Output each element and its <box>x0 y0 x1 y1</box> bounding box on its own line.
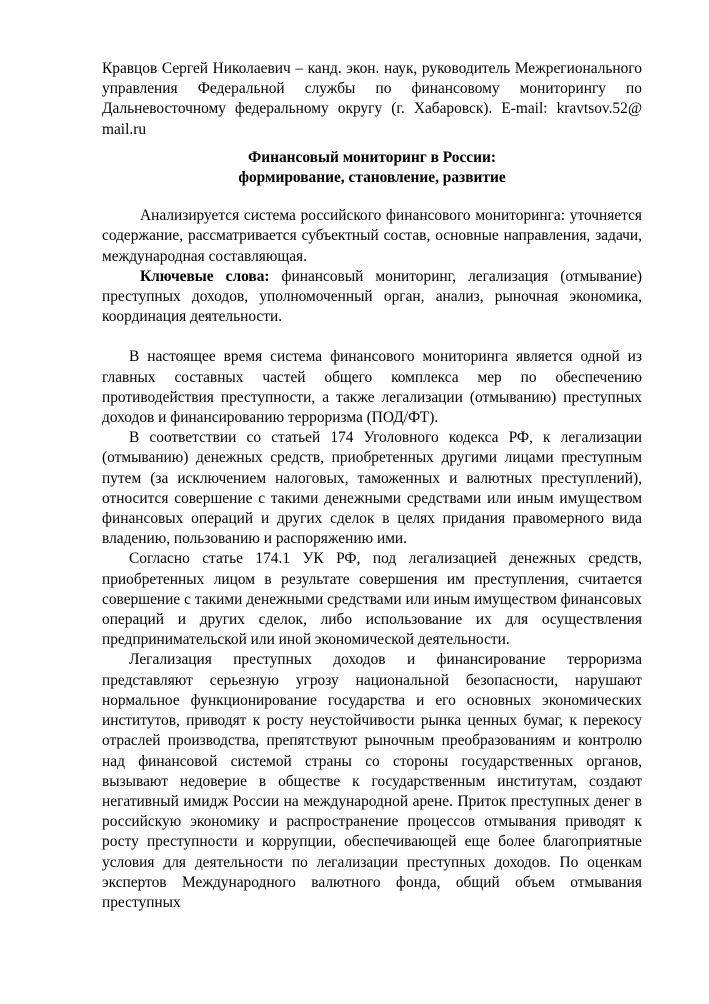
keywords-text: финансовый мониторинг, легализация (отмывание) преступных доходов, уполномоченный орган, анализ, рыночная экономика, координация деятельности. <box>102 267 642 326</box>
author-info: Кравцов Сергей Николаевич – канд. экон. наук, руководитель Межрегионального управления Федеральной службы по финансовому мониторингу по Дальневосточному федеральному округу (г. Хабаровск). E-mail: kravtsov.52@ mail.ru <box>102 60 642 138</box>
keywords-label: Ключевые слова: <box>140 267 270 285</box>
article-title <box>102 148 642 188</box>
title-line-1: Финансовый мониторинг в России: <box>248 148 496 166</box>
title-line-2: формирование, становление, развитие <box>238 169 506 187</box>
keywords <box>102 267 642 328</box>
body-paragraph-1: В настоящее время система финансового мониторинга является одной из главных составных частей общего комплекса мер по обеспечению противодействия преступности, а также легализации (отмыванию) преступных доходов и финансированию терроризма (ПОД/ФТ). <box>102 348 642 427</box>
abstract: Анализируется система российского финансового мониторинга: уточняется содержание, рассматривается субъектный состав, основные направления, задачи, международная составляющая. <box>102 207 642 265</box>
body-paragraph-4: Легализация преступных доходов и финансирование терроризма представляют серьезную угрозу национальной безопасности, нарушают нормальное функционирование государства и его основных экономических институтов, приводят к росту неустойчивости рынка ценных бумаг, к перекосу отраслей производства, препятствуют рыночным преобразованиям и контролю над финансовой системой страны со стороны государственных органов, вызывают недоверие в обществе к государственным институтам, создают негативный имидж России на международной арене. Приток преступных денег в российскую экономику и распространение процессов отмывания приводят к росту преступности и коррупции, обеспечивающей еще более благоприятные условия для деятельности по легализации преступных доходов. По оценкам экспертов Международного валютного фонда, общий объем отмывания преступных <box>102 651 642 911</box>
document-page <box>102 59 642 913</box>
body-paragraph-3: Согласно статье 174.1 УК РФ, под легализацией денежных средств, приобретенных лицом в результате совершения им преступления, считается совершение с такими денежными средствами или иным имуществом финансовых операций и других сделок, либо использование их для осуществления предпринимательской или иной экономической деятельности. <box>102 550 642 649</box>
body-paragraph-2: В соответствии со статьей 174 Уголовного кодекса РФ, к легализации (отмыванию) денежных средств, приобретенных другими лицами преступным путем (за исключением налоговых, таможенных и валютных преступлений), относится совершение с такими денежными средствами или иным имуществом финансовых операций и других сделок в целях придания правомерного вида владению, пользованию и распоряжению ими. <box>102 429 642 548</box>
